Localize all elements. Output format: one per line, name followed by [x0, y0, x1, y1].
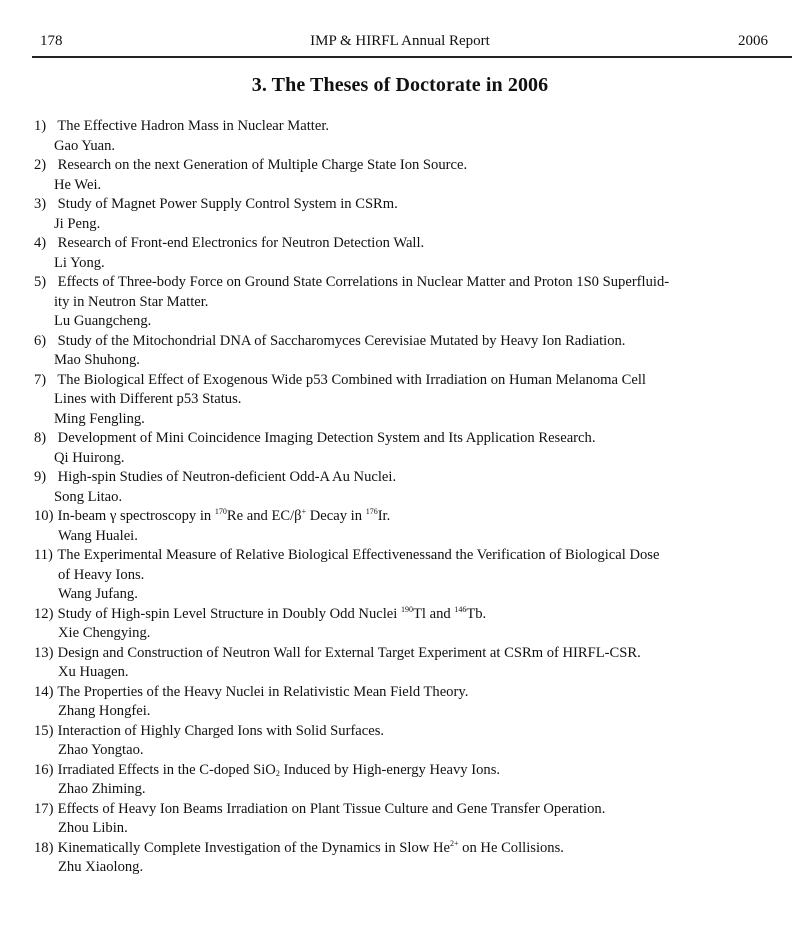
thesis-number: 13) [34, 644, 54, 661]
thesis-author: Xie Chengying. [58, 625, 151, 641]
thesis-item [34, 722, 794, 761]
thesis-author: Wang Hualei. [58, 527, 138, 544]
thesis-title: The Effective Hadron Mass in Nuclear Matter. [57, 118, 330, 134]
theses-list [34, 117, 794, 878]
thesis-title: Research of Front-end Electronics for Neutron Detection Wall. [57, 235, 425, 251]
thesis-item [34, 546, 794, 605]
thesis-number: 2) [34, 157, 47, 173]
thesis-title: Effects of Three-body Force on Ground State Correlations in Nuclear Matter and Proton 1S0 Superfluid- [57, 274, 670, 290]
thesis-number: 16) [34, 761, 54, 778]
thesis-author: Zhao Zhiming. [58, 781, 146, 797]
thesis-item [34, 507, 794, 546]
thesis-item [34, 761, 794, 800]
thesis-title: Effects of Heavy Ion Beams Irradiation on Plant Tissue Culture and Gene Transfer Operation. [57, 800, 606, 817]
thesis-title: The Experimental Measure of Relative Biological Effectivenessand the Verification of Biological Dose [57, 547, 660, 563]
thesis-item [34, 117, 794, 156]
thesis-number: 5) [34, 274, 47, 290]
thesis-title: Study of Magnet Power Supply Control System in CSRm. [57, 196, 398, 212]
page-number: 178 [40, 33, 63, 49]
thesis-author: He Wei. [54, 176, 102, 193]
thesis-title: Study of the Mitochondrial DNA of Saccharomyces Cerevisiae Mutated by Heavy Ion Radiation. [57, 332, 626, 349]
thesis-number: 7) [34, 371, 47, 388]
thesis-item [34, 332, 794, 371]
thesis-number: 12) [34, 605, 54, 622]
section-title: 3. The Theses of Doctorate in 2006 [251, 74, 549, 96]
thesis-item [34, 800, 794, 839]
thesis-title: Interaction of Highly Charged Ions with Solid Surfaces. [57, 722, 385, 739]
thesis-author: Zhang Hongfei. [58, 703, 151, 719]
thesis-item [34, 156, 794, 195]
thesis-author: Song Litao. [54, 488, 123, 505]
thesis-author: Gao Yuan. [54, 137, 116, 154]
thesis-item [34, 644, 794, 683]
thesis-author: Zhu Xiaolong. [58, 859, 144, 875]
thesis-author: Mao Shuhong. [54, 352, 140, 368]
thesis-number: 1) [34, 118, 47, 134]
thesis-item [34, 468, 794, 507]
thesis-number: 3) [34, 196, 47, 212]
journal-title: IMP & HIRFL Annual Report [310, 33, 490, 49]
thesis-item [34, 429, 794, 468]
thesis-title: The Biological Effect of Exogenous Wide p53 Combined with Irradiation on Human Melanoma Cell [57, 371, 646, 388]
thesis-title-continued: ity in Neutron Star Matter. [54, 293, 209, 310]
thesis-item [34, 371, 794, 430]
thesis-title-continued: Lines with Different p53 Status. [54, 391, 242, 407]
thesis-title: Development of Mini Coincidence Imaging Detection System and Its Application Research. [57, 430, 596, 446]
thesis-title: High-spin Studies of Neutron-deficient Odd-A Au Nuclei. [57, 469, 397, 485]
thesis-author: Wang Jufang. [58, 586, 138, 602]
thesis-item [34, 605, 794, 644]
thesis-author: Ming Fengling. [54, 410, 145, 427]
thesis-number: 18) [34, 839, 54, 856]
header-rule [32, 56, 792, 58]
thesis-number: 11) [34, 547, 53, 563]
thesis-title: Irradiated Effects in the C-doped SiO$_2$ Induced by High-energy Heavy Ions. [57, 761, 501, 778]
thesis-title: In-beam γ spectroscopy in $^{170}$Re and EC/β+ Decay in $^{176}$Ir. [57, 507, 391, 524]
thesis-author: Ji Peng. [54, 215, 101, 232]
thesis-item [34, 273, 794, 332]
thesis-author: Xu Huagen. [58, 664, 129, 680]
thesis-item [34, 234, 794, 273]
thesis-number: 10) [34, 508, 54, 524]
thesis-title: Design and Construction of Neutron Wall for External Target Experiment at CSRm of HIRFL-CSR. [57, 644, 641, 661]
running-header [32, 33, 768, 55]
report-year: 2006 [738, 33, 768, 49]
thesis-author: Zhao Yongtao. [58, 742, 144, 758]
thesis-number: 8) [34, 430, 47, 446]
thesis-author: Qi Huirong. [54, 449, 125, 466]
thesis-number: 15) [34, 722, 54, 739]
thesis-title: Kinematically Complete Investigation of the Dynamics in Slow $He^{2+}$ on He Collisions. [57, 838, 564, 856]
thesis-title: The Properties of the Heavy Nuclei in Relativistic Mean Field Theory. [57, 683, 469, 700]
thesis-title: Research on the next Generation of Multiple Charge State Ion Source. [57, 157, 468, 173]
thesis-author: Lu Guangcheng. [54, 313, 152, 329]
thesis-number: 17) [34, 800, 54, 817]
thesis-title-continued: of Heavy Ions. [58, 566, 145, 583]
thesis-title: Study of High-spin Level Structure in Doubly Odd Nuclei $^{190}$Tl and $^{146}$Tb. [57, 604, 487, 622]
thesis-item [34, 839, 794, 878]
thesis-item [34, 195, 794, 234]
thesis-number: 4) [34, 235, 47, 251]
thesis-item [34, 683, 794, 722]
thesis-author: Li Yong. [54, 254, 105, 271]
thesis-number: 14) [34, 683, 54, 700]
thesis-author: Zhou Libin. [58, 820, 128, 836]
thesis-number: 6) [34, 332, 47, 349]
thesis-number: 9) [34, 469, 47, 485]
